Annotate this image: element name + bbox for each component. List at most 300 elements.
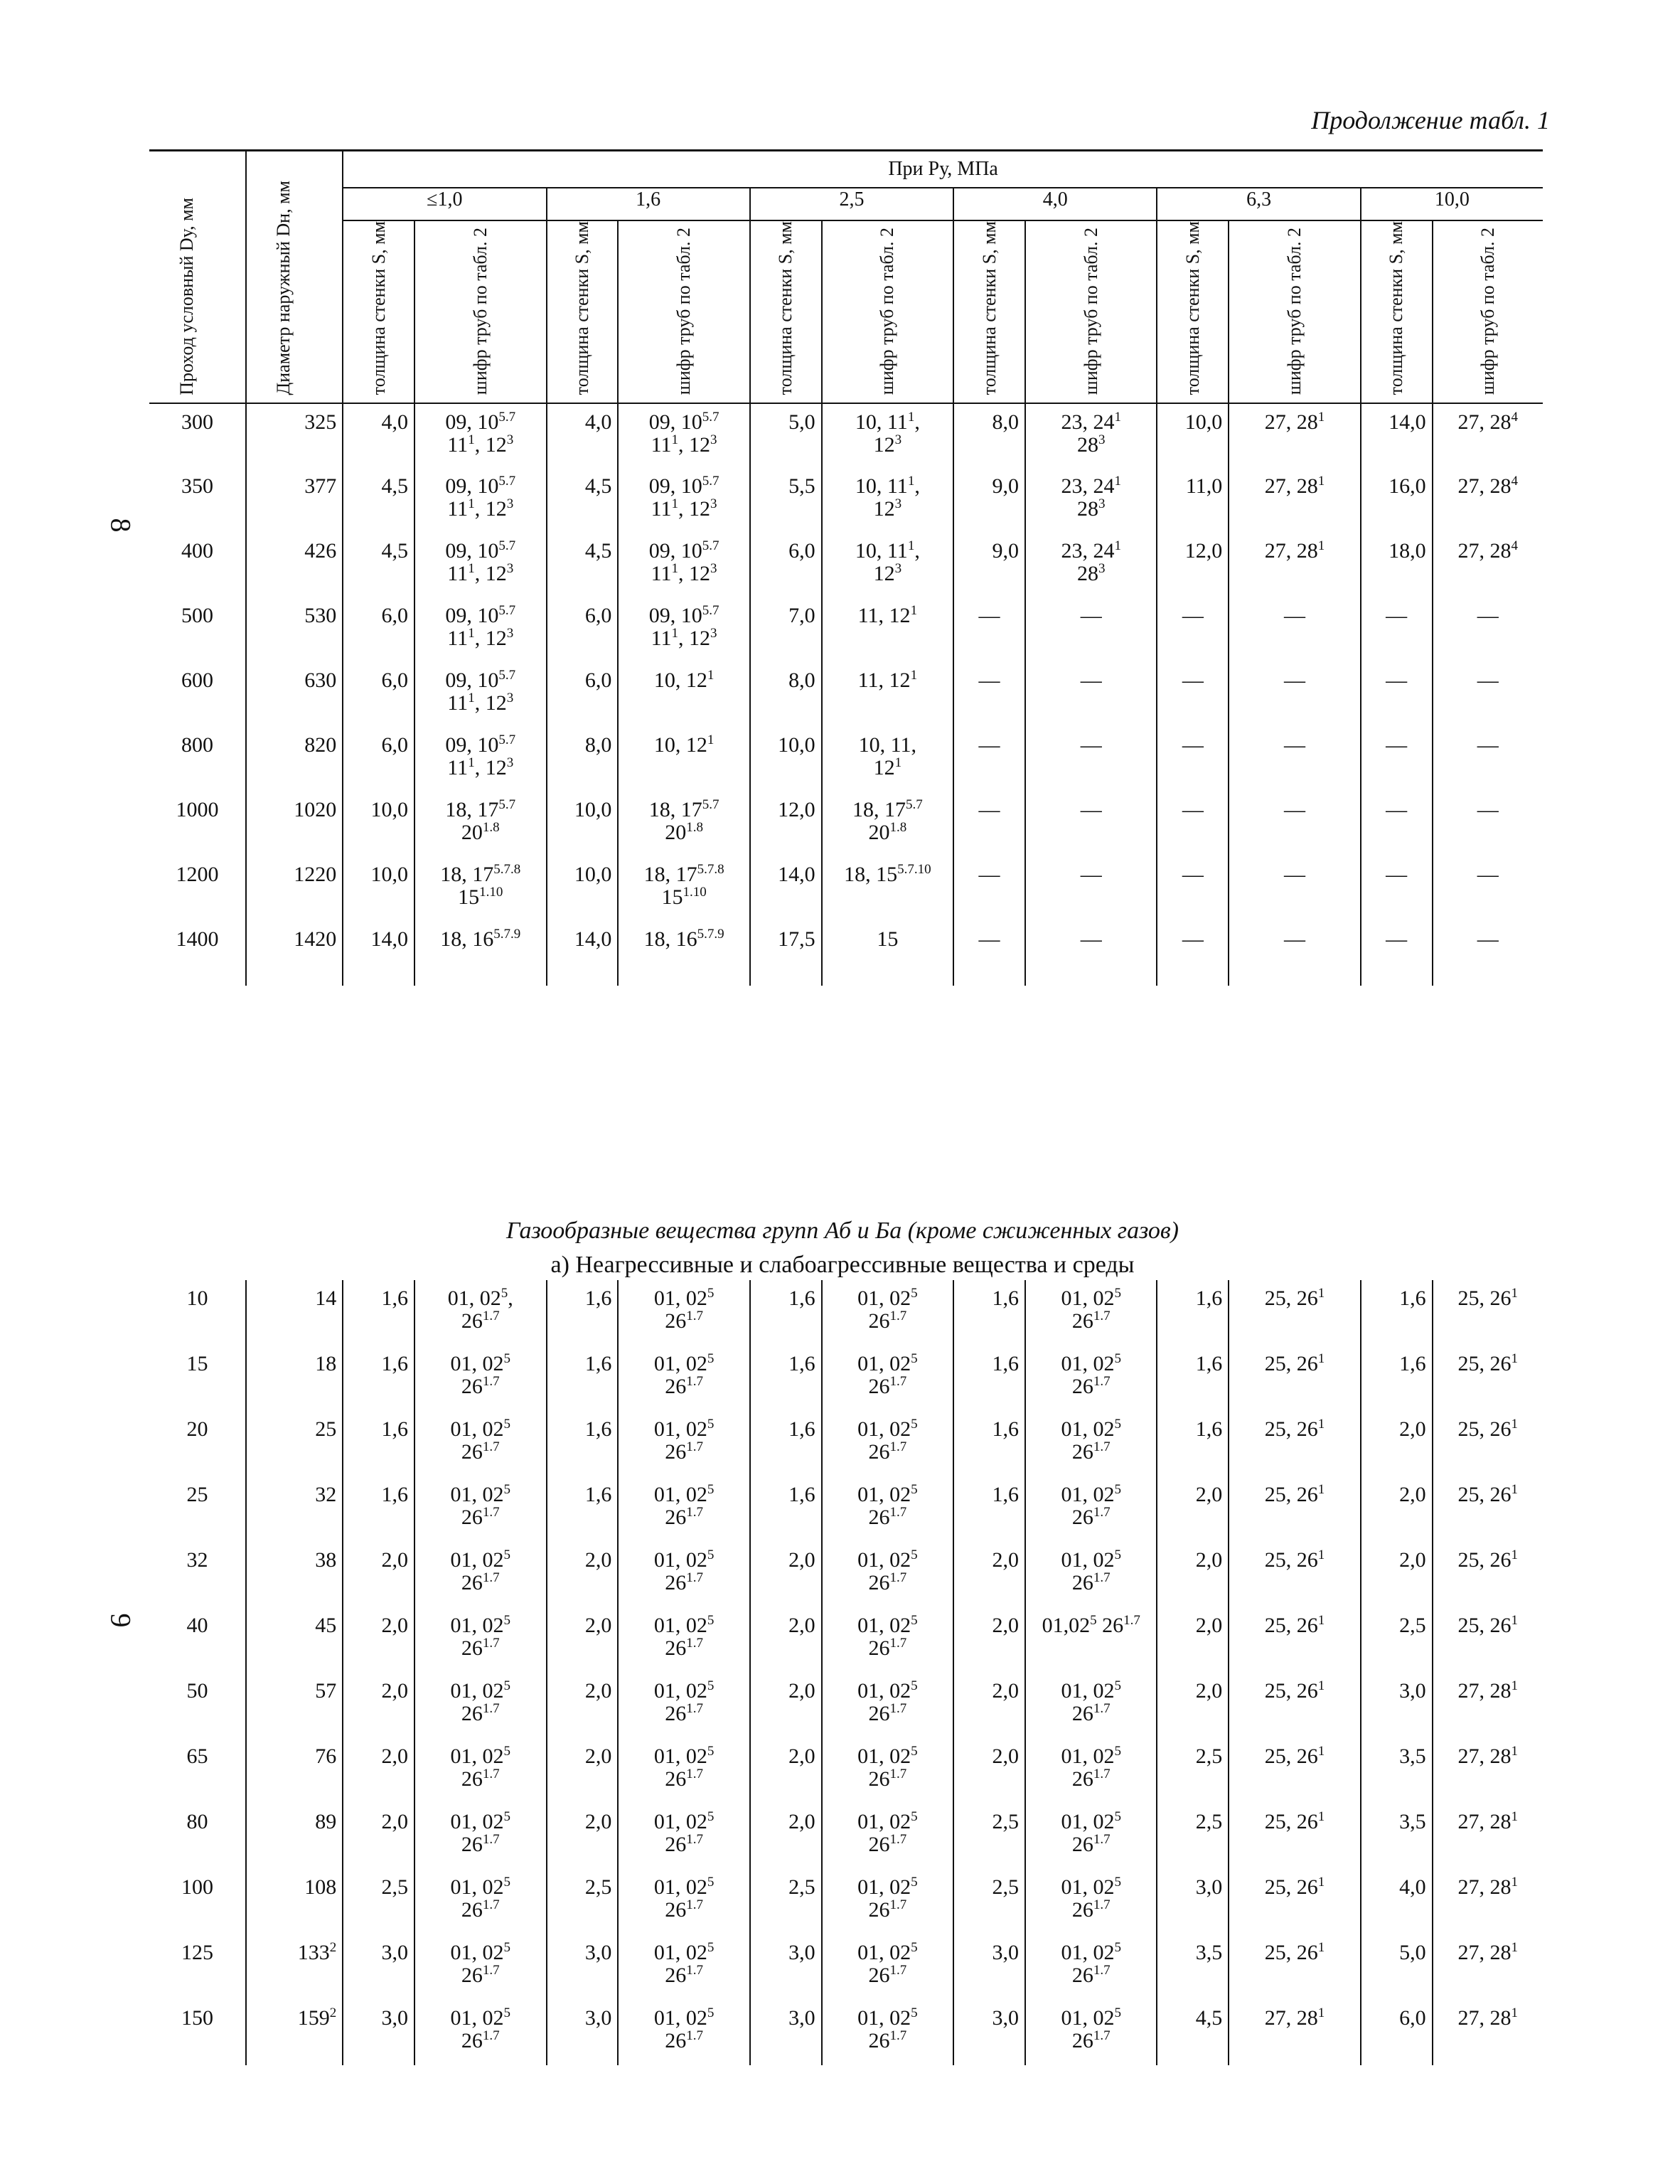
cell-dy: 80 [186, 1810, 208, 1833]
cell-pipe-code: 01, $02^5$ $26^{1.7}$ [653, 1548, 715, 1594]
cell-wall-thickness: 1,6 [788, 1352, 815, 1375]
cell-pipe-code: 25, $26^1$ [1457, 1613, 1519, 1637]
cell-wall-thickness: 3,0 [1399, 1679, 1426, 1703]
pipe-table-1 [149, 149, 1543, 986]
cell-wall-thickness: 3,0 [381, 1941, 409, 1964]
cell-pipe-code: 01, $02^5$ $26^{1.7}$ [857, 1417, 918, 1464]
cell-wall-thickness: 3,0 [1195, 1875, 1223, 1899]
table-row [149, 1673, 1543, 1738]
cell-pipe-code: 10, $12^1$ [653, 668, 715, 693]
cell-pipe-code: 01, $02^5$ $26^{1.7}$ [450, 1809, 511, 1856]
cell-pipe-code: 10, $12^1$ [653, 733, 715, 757]
cell-pipe-code: 10, $11^1$, $12^3$ [855, 538, 920, 586]
cell-wall-thickness: 5,0 [1399, 1941, 1426, 1964]
cell-pipe-code: 18, $15^{5.7.10}$ [844, 862, 931, 887]
cell-pipe-code: 27, $28^4$ [1457, 538, 1519, 563]
table-row [149, 1934, 1543, 2000]
header-pipe-code: шифр труб по табл. 2 [469, 228, 491, 395]
header-pressure: При Pу, МПа [343, 151, 1543, 188]
cell-wall-thickness: 3,0 [381, 2006, 409, 2030]
cell-wall-thickness: 6,0 [381, 733, 408, 757]
cell-pipe-code: 27, $28^1$ [1457, 1875, 1519, 1899]
cell-pipe-code: 25, $26^1$ [1457, 1548, 1519, 1572]
cell-wall-thickness: 1,6 [1399, 1352, 1426, 1375]
cell-wall-thickness: 3,5 [1399, 1810, 1426, 1833]
cell-pipe-code: 09, $10^{5.7}$ $11^1$, $12^3$ [445, 603, 516, 651]
cell-wall-thickness: 2,0 [1195, 1548, 1223, 1572]
cell-dy: 20 [186, 1417, 208, 1441]
cell-dn: 89 [315, 1810, 337, 1833]
cell-wall-thickness: 4,5 [381, 474, 408, 499]
cell-pipe-code: 01, $02^5$ $26^{1.7}$ [1061, 1548, 1121, 1594]
cell-pipe-code: 18, $17^{5.7.8}$ $15^{1.10}$ [440, 862, 521, 910]
cell-wall-thickness: 2,0 [1399, 1417, 1426, 1441]
cell-pipe-code: — [1284, 927, 1305, 952]
cell-wall-thickness: 10,0 [778, 733, 815, 757]
cell-dn: 426 [304, 539, 337, 563]
cell-wall-thickness: 10,0 [574, 863, 612, 887]
cell-wall-thickness: — [1182, 733, 1204, 757]
cell-pipe-code: 23, $24^1$ $28^3$ [1061, 410, 1121, 457]
cell-dy: 65 [186, 1744, 208, 1768]
header-pipe-code: шифр труб по табл. 2 [673, 228, 695, 395]
cell-wall-thickness: — [1386, 733, 1408, 757]
pressure-2: 1,6 [547, 188, 750, 220]
cell-pipe-code: 11, $12^1$ [857, 603, 918, 628]
cell-pipe-code: — [1284, 863, 1305, 887]
cell-wall-thickness: 2,5 [584, 1875, 612, 1899]
cell-pipe-code: 09, $10^{5.7}$ $11^1$, $12^3$ [648, 538, 719, 586]
cell-pipe-code: 23, $24^1$ $28^3$ [1061, 474, 1121, 521]
cell-wall-thickness: 10,0 [1184, 410, 1223, 435]
cell-wall-thickness: 2,5 [992, 1875, 1019, 1899]
cell-dn: 325 [304, 410, 337, 435]
table-row [149, 1411, 1543, 1476]
cell-wall-thickness: 7,0 [788, 604, 815, 628]
cell-pipe-code: — [1080, 604, 1102, 628]
cell-pipe-code: 18, $17^{5.7}$ $20^{1.8}$ [445, 797, 516, 845]
cell-dy: 15 [186, 1352, 208, 1375]
cell-dy: 600 [181, 668, 214, 693]
cell-wall-thickness: 2,0 [992, 1614, 1019, 1637]
cell-pipe-code: 01, $02^5$ $26^{1.7}$ [450, 1417, 511, 1464]
cell-wall-thickness: 2,0 [788, 1548, 815, 1572]
cell-pipe-code: 25, $26^1$ [1264, 1482, 1325, 1506]
cell-pipe-code: 01, $02^5$ $26^{1.7}$ [653, 1744, 715, 1791]
cell-dn: 18 [315, 1352, 337, 1375]
cell-pipe-code: 10, $11^1$, $12^3$ [855, 410, 920, 457]
cell-pipe-code: 01, $02^5$ $26^{1.7}$ [653, 1286, 715, 1333]
cell-wall-thickness: 12,0 [1184, 539, 1223, 563]
cell-wall-thickness: 2,0 [788, 1744, 815, 1768]
cell-dn: 76 [315, 1744, 337, 1768]
cell-pipe-code: 01, $02^5$ $26^{1.7}$ [857, 1351, 918, 1398]
cell-dn: 530 [304, 604, 337, 628]
cell-wall-thickness: 2,0 [584, 1548, 612, 1572]
cell-pipe-code: 27, $28^1$ [1457, 1678, 1519, 1703]
cell-pipe-code: 27, $28^1$ [1264, 2005, 1325, 2030]
cell-wall-thickness: 3,0 [992, 2006, 1019, 2030]
cell-pipe-code: 01, $02^5$ $26^{1.7}$ [857, 1548, 918, 1594]
table-row [149, 2000, 1543, 2065]
pipe-table-2 [149, 1280, 1543, 2065]
cell-wall-thickness: — [1386, 798, 1408, 822]
cell-pipe-code: 01, $02^5$ $26^{1.7}$ [653, 2005, 715, 2052]
cell-pipe-code: 01, $02^5$ $26^{1.7}$ [653, 1482, 715, 1529]
cell-pipe-code: 09, $10^{5.7}$ $11^1$, $12^3$ [445, 474, 516, 521]
pressure-4: 4,0 [953, 188, 1157, 220]
cell-pipe-code: 01, $02^5$ $26^{1.7}$ [653, 1678, 715, 1725]
cell-pipe-code: 18, $16^{5.7.9}$ [643, 927, 724, 952]
section-subtitle: а) Неагрессивные и слабоагрессивные вещества и среды [550, 1252, 1135, 1278]
cell-wall-thickness: — [1386, 927, 1408, 952]
cell-pipe-code: 01, $02^5$ $26^{1.7}$ [653, 1809, 715, 1856]
cell-pipe-code: 27, $28^1$ [1457, 1744, 1519, 1768]
cell-pipe-code: 01, $02^5$ $26^{1.7}$ [653, 1613, 715, 1660]
cell-wall-thickness: 2,0 [992, 1744, 1019, 1768]
table-row [149, 856, 1543, 921]
cell-pipe-code: 09, $10^{5.7}$ $11^1$, $12^3$ [445, 410, 516, 457]
cell-dy: 10 [186, 1287, 208, 1310]
cell-dy: 40 [186, 1614, 208, 1637]
cell-pipe-code: 01, $02^5$ $26^{1.7}$ [450, 1678, 511, 1725]
cell-pipe-code: — [1080, 927, 1102, 952]
cell-wall-thickness: — [978, 733, 1000, 757]
cell-wall-thickness: — [978, 863, 1000, 887]
pressure-6: 10,0 [1361, 188, 1543, 220]
cell-wall-thickness: 2,0 [584, 1810, 612, 1833]
cell-wall-thickness: 4,5 [584, 474, 612, 499]
cell-dy: 150 [181, 2006, 214, 2030]
cell-pipe-code: 01, $02^5$ $26^{1.7}$ [450, 1940, 511, 1987]
cell-wall-thickness: 1,6 [788, 1287, 815, 1310]
cell-pipe-code: 01, $02^5$ $26^{1.7}$ [857, 2005, 918, 2052]
cell-wall-thickness: 12,0 [778, 798, 815, 822]
cell-pipe-code: — [1284, 668, 1305, 693]
cell-wall-thickness: 1,6 [1195, 1417, 1223, 1441]
cell-pipe-code: 25, $26^1$ [1457, 1351, 1519, 1375]
cell-pipe-code: 01, $02^5$ $26^{1.7}$ [1061, 1809, 1121, 1856]
header-wall-thickness: толщина стенки S, мм [978, 221, 1000, 395]
cell-pipe-code: 25, $26^1$ [1457, 1417, 1519, 1441]
cell-wall-thickness: 1,6 [381, 1352, 409, 1375]
cell-wall-thickness: 1,6 [584, 1483, 612, 1506]
continuation-note: Продолжение табл. 1 [1311, 106, 1550, 134]
cell-pipe-code: 01,02$^5$ $26^{1.7}$ [1042, 1613, 1140, 1637]
cell-wall-thickness: 1,6 [788, 1417, 815, 1441]
table-row [149, 727, 1543, 792]
cell-pipe-code: 01, $02^5$ $26^{1.7}$ [857, 1678, 918, 1725]
header-wall-thickness: толщина стенки S, мм [1386, 221, 1407, 395]
cell-dn: $159^2$ [297, 2005, 337, 2030]
cell-wall-thickness: — [978, 668, 1000, 693]
cell-pipe-code: 01, $02^5$ $26^{1.7}$ [450, 2005, 511, 2052]
cell-pipe-code: 27, $28^1$ [1264, 538, 1325, 563]
cell-dy: 350 [181, 474, 214, 499]
cell-pipe-code: 27, $28^4$ [1457, 410, 1519, 435]
cell-dn: 57 [315, 1679, 337, 1703]
header-wall-thickness: толщина стенки S, мм [571, 221, 592, 395]
cell-pipe-code: 18, $17^{5.7}$ $20^{1.8}$ [648, 797, 719, 845]
header-pipe-code: шифр труб по табл. 2 [877, 228, 898, 395]
header-wall-thickness: толщина стенки S, мм [775, 221, 796, 395]
header-pipe-code: шифр труб по табл. 2 [1477, 228, 1498, 395]
cell-dn: 32 [315, 1483, 337, 1506]
cell-wall-thickness: 6,0 [381, 668, 408, 693]
table-row [149, 1476, 1543, 1542]
table-row [149, 1869, 1543, 1934]
cell-wall-thickness: 3,0 [584, 1941, 612, 1964]
cell-wall-thickness: 1,6 [1195, 1287, 1223, 1310]
cell-pipe-code: 23, $24^1$ $28^3$ [1061, 538, 1121, 586]
cell-pipe-code: 27, $28^1$ [1264, 410, 1325, 435]
cell-pipe-code: — [1284, 798, 1305, 822]
cell-wall-thickness: 1,6 [1195, 1352, 1223, 1375]
cell-wall-thickness: 6,0 [584, 604, 612, 628]
cell-pipe-code: 01, $02^5$ $26^{1.7}$ [1061, 2005, 1121, 2052]
cell-wall-thickness: 2,0 [381, 1679, 409, 1703]
cell-wall-thickness: — [978, 798, 1000, 822]
cell-wall-thickness: 2,0 [381, 1744, 409, 1768]
cell-pipe-code: 01, $02^5$ $26^{1.7}$ [450, 1351, 511, 1398]
cell-wall-thickness: 1,6 [788, 1483, 815, 1506]
cell-wall-thickness: 2,0 [1399, 1483, 1426, 1506]
cell-pipe-code: 01, $02^5$ $26^{1.7}$ [1061, 1678, 1121, 1725]
cell-pipe-code: 25, $26^1$ [1264, 1940, 1325, 1964]
cell-wall-thickness: 16,0 [1389, 474, 1426, 499]
table-row [149, 792, 1543, 856]
cell-pipe-code: 25, $26^1$ [1264, 1613, 1325, 1637]
cell-pipe-code: 15 [877, 927, 899, 952]
cell-wall-thickness: 1,6 [992, 1483, 1019, 1506]
cell-wall-thickness: 8,0 [584, 733, 612, 757]
side-number-8: 8 [105, 518, 137, 533]
cell-pipe-code: 18, $16^{5.7.9}$ [440, 927, 521, 952]
cell-wall-thickness: 2,0 [992, 1679, 1019, 1703]
cell-dy: 1000 [176, 798, 219, 822]
cell-pipe-code: 09, $10^{5.7}$ $11^1$, $12^3$ [445, 668, 516, 715]
cell-pipe-code: 01, $02^5$ $26^{1.7}$ [857, 1286, 918, 1333]
cell-pipe-code: — [1080, 668, 1102, 693]
cell-dn: 25 [315, 1417, 337, 1441]
cell-wall-thickness: 4,0 [381, 410, 408, 435]
cell-pipe-code: 01, $02^5$ $26^{1.7}$ [450, 1613, 511, 1660]
cell-pipe-code: 01, $02^5$ $26^{1.7}$ [1061, 1940, 1121, 1987]
cell-pipe-code: 10, 11, $12^1$ [858, 733, 917, 780]
cell-wall-thickness: 2,0 [788, 1679, 815, 1703]
header-dy: Проход условный Dу, мм [176, 197, 197, 395]
cell-wall-thickness: 1,6 [584, 1287, 612, 1310]
cell-wall-thickness: 1,6 [584, 1352, 612, 1375]
cell-pipe-code: — [1477, 863, 1499, 887]
cell-pipe-code: 01, $02^5$ $26^{1.7}$ [857, 1744, 918, 1791]
cell-wall-thickness: 10,0 [370, 863, 408, 887]
table-row [149, 1607, 1543, 1673]
cell-pipe-code: 25, $26^1$ [1264, 1351, 1325, 1375]
cell-pipe-code: 01, $02^5$ $26^{1.7}$ [857, 1809, 918, 1856]
cell-wall-thickness: 3,0 [788, 2006, 815, 2030]
cell-dy: 400 [181, 539, 214, 563]
cell-wall-thickness: 2,0 [1195, 1614, 1223, 1637]
cell-wall-thickness: 2,5 [1399, 1614, 1426, 1637]
cell-pipe-code: 01, $02^5$ $26^{1.7}$ [450, 1744, 511, 1791]
cell-wall-thickness: 2,5 [788, 1875, 815, 1899]
cell-wall-thickness: 2,0 [1195, 1679, 1223, 1703]
cell-wall-thickness: 2,5 [1195, 1810, 1223, 1833]
cell-wall-thickness: 1,6 [1399, 1287, 1426, 1310]
cell-wall-thickness: 2,5 [992, 1810, 1019, 1833]
cell-wall-thickness: 1,6 [584, 1417, 612, 1441]
cell-pipe-code: 09, $10^{5.7}$ $11^1$, $12^3$ [648, 474, 719, 521]
cell-wall-thickness: 14,0 [1389, 410, 1426, 435]
cell-pipe-code: 18, $17^{5.7}$ $20^{1.8}$ [852, 797, 923, 845]
cell-wall-thickness: — [1182, 927, 1204, 952]
cell-dn: 1220 [294, 863, 337, 887]
cell-wall-thickness: 3,0 [788, 1941, 815, 1964]
cell-dy: 125 [181, 1941, 214, 1964]
table-row [149, 1738, 1543, 1804]
cell-pipe-code: 25, $26^1$ [1264, 1678, 1325, 1703]
cell-pipe-code: 27, $28^1$ [1457, 1809, 1519, 1833]
cell-dn: 108 [304, 1875, 337, 1899]
cell-wall-thickness: 9,0 [992, 474, 1019, 499]
table-row [149, 1280, 1543, 1346]
cell-dy: 300 [181, 410, 214, 435]
header-wall-thickness: толщина стенки S, мм [1182, 221, 1203, 395]
cell-dy: 800 [181, 733, 214, 757]
table-row [149, 1542, 1543, 1607]
cell-wall-thickness: 10,0 [574, 798, 612, 822]
cell-wall-thickness: 4,5 [1195, 2006, 1223, 2030]
cell-wall-thickness: 2,0 [788, 1810, 815, 1833]
header-pipe-code: шифр труб по табл. 2 [1080, 228, 1101, 395]
cell-dn: 820 [304, 733, 337, 757]
cell-wall-thickness: 6,0 [1399, 2006, 1426, 2030]
table-row [149, 403, 1543, 468]
table-row [149, 921, 1543, 986]
table-row [149, 468, 1543, 533]
cell-pipe-code: 25, $26^1$ [1264, 1875, 1325, 1899]
cell-pipe-code: 01, $02^5$ $26^{1.7}$ [653, 1940, 715, 1987]
pressure-1: ≤1,0 [343, 188, 546, 220]
cell-pipe-code: 25, $26^1$ [1264, 1417, 1325, 1441]
cell-wall-thickness: 4,5 [584, 539, 612, 563]
pressure-3: 2,5 [750, 188, 953, 220]
cell-dn: 1020 [294, 798, 337, 822]
cell-pipe-code: 01, $02^5$ $26^{1.7}$ [1061, 1351, 1121, 1398]
cell-wall-thickness: 4,5 [381, 539, 408, 563]
cell-dn: 377 [304, 474, 337, 499]
cell-dn: 38 [315, 1548, 337, 1572]
cell-dy: 500 [181, 604, 214, 628]
cell-wall-thickness: — [1182, 668, 1204, 693]
cell-dy: 1200 [176, 863, 219, 887]
table-row [149, 1346, 1543, 1411]
header-pipe-code: шифр труб по табл. 2 [1284, 228, 1305, 395]
cell-wall-thickness: 14,0 [574, 927, 612, 952]
cell-wall-thickness: 2,5 [1195, 1744, 1223, 1768]
cell-wall-thickness: — [1182, 604, 1204, 628]
cell-wall-thickness: 1,6 [992, 1352, 1019, 1375]
cell-wall-thickness: 4,0 [584, 410, 612, 435]
header-dn: Диаметр наружный Dн, мм [273, 180, 294, 395]
cell-wall-thickness: 2,0 [381, 1810, 409, 1833]
cell-pipe-code: — [1284, 604, 1305, 628]
cell-wall-thickness: 9,0 [992, 539, 1019, 563]
cell-pipe-code: 09, $10^{5.7}$ $11^1$, $12^3$ [648, 410, 719, 457]
cell-wall-thickness: 1,6 [381, 1483, 409, 1506]
cell-wall-thickness: 8,0 [788, 668, 815, 693]
cell-dn: 630 [304, 668, 337, 693]
cell-wall-thickness: — [1386, 604, 1408, 628]
cell-wall-thickness: 6,0 [788, 539, 815, 563]
cell-pipe-code: 25, $26^1$ [1457, 1286, 1519, 1310]
cell-pipe-code: — [1080, 798, 1102, 822]
cell-pipe-code: 01, $02^5$ $26^{1.7}$ [1061, 1286, 1121, 1333]
cell-wall-thickness: 6,0 [584, 668, 612, 693]
cell-wall-thickness: 2,0 [788, 1614, 815, 1637]
cell-pipe-code: 27, $28^1$ [1457, 2005, 1519, 2030]
cell-wall-thickness: — [978, 927, 1000, 952]
cell-pipe-code: 10, $11^1$, $12^3$ [855, 474, 920, 521]
cell-wall-thickness: 10,0 [370, 798, 408, 822]
cell-wall-thickness: 3,5 [1195, 1941, 1223, 1964]
table-row [149, 597, 1543, 662]
cell-pipe-code: 09, $10^{5.7}$ $11^1$, $12^3$ [445, 538, 516, 586]
cell-wall-thickness: 5,0 [788, 410, 815, 435]
cell-wall-thickness: — [1182, 798, 1204, 822]
cell-pipe-code: 01, $02^5$ $26^{1.7}$ [1061, 1875, 1121, 1922]
cell-pipe-code: 18, $17^{5.7.8}$ $15^{1.10}$ [643, 862, 724, 910]
table-row [149, 1804, 1543, 1869]
cell-dn: 14 [315, 1287, 337, 1310]
cell-pipe-code: 27, $28^1$ [1457, 1940, 1519, 1964]
cell-wall-thickness: 2,0 [381, 1614, 409, 1637]
header-wall-thickness: толщина стенки S, мм [368, 221, 389, 395]
cell-dn: 1420 [294, 927, 337, 952]
cell-pipe-code: 01, $02^5$ $26^{1.7}$ [857, 1940, 918, 1987]
cell-wall-thickness: 2,0 [1399, 1548, 1426, 1572]
cell-pipe-code: 25, $26^1$ [1264, 1286, 1325, 1310]
cell-pipe-code: 01, $02^5$ $26^{1.7}$ [857, 1482, 918, 1529]
section-title: Газообразные вещества групп Аб и Ба (кроме сжиженных газов) [506, 1218, 1179, 1244]
cell-wall-thickness: 3,0 [992, 1941, 1019, 1964]
cell-pipe-code: 01, $02^5$ $26^{1.7}$ [857, 1613, 918, 1660]
cell-pipe-code: — [1477, 798, 1499, 822]
cell-pipe-code: 01, $02^5$ $26^{1.7}$ [653, 1351, 715, 1398]
cell-pipe-code: — [1477, 927, 1499, 952]
cell-pipe-code: 27, $28^4$ [1457, 474, 1519, 499]
cell-wall-thickness: 1,6 [992, 1287, 1019, 1310]
cell-wall-thickness: 6,0 [381, 604, 408, 628]
cell-wall-thickness: — [1386, 668, 1408, 693]
cell-pipe-code: 01, $02^5$ $26^{1.7}$ [653, 1417, 715, 1464]
cell-dy: 32 [186, 1548, 208, 1572]
cell-wall-thickness: 1,6 [381, 1287, 409, 1310]
cell-pipe-code: 09, $10^{5.7}$ $11^1$, $12^3$ [445, 733, 516, 780]
cell-wall-thickness: 2,0 [584, 1614, 612, 1637]
cell-pipe-code: 27, $28^1$ [1264, 474, 1325, 499]
pressure-5: 6,3 [1157, 188, 1360, 220]
cell-dn: $133^2$ [297, 1940, 337, 1964]
cell-pipe-code: 01, $02^5$, $26^{1.7}$ [447, 1286, 513, 1333]
cell-pipe-code: 25, $26^1$ [1264, 1548, 1325, 1572]
cell-pipe-code: 01, $02^5$ $26^{1.7}$ [1061, 1417, 1121, 1464]
cell-wall-thickness: 2,0 [1195, 1483, 1223, 1506]
cell-wall-thickness: — [1182, 863, 1204, 887]
table-row [149, 662, 1543, 727]
cell-dy: 50 [186, 1679, 208, 1703]
